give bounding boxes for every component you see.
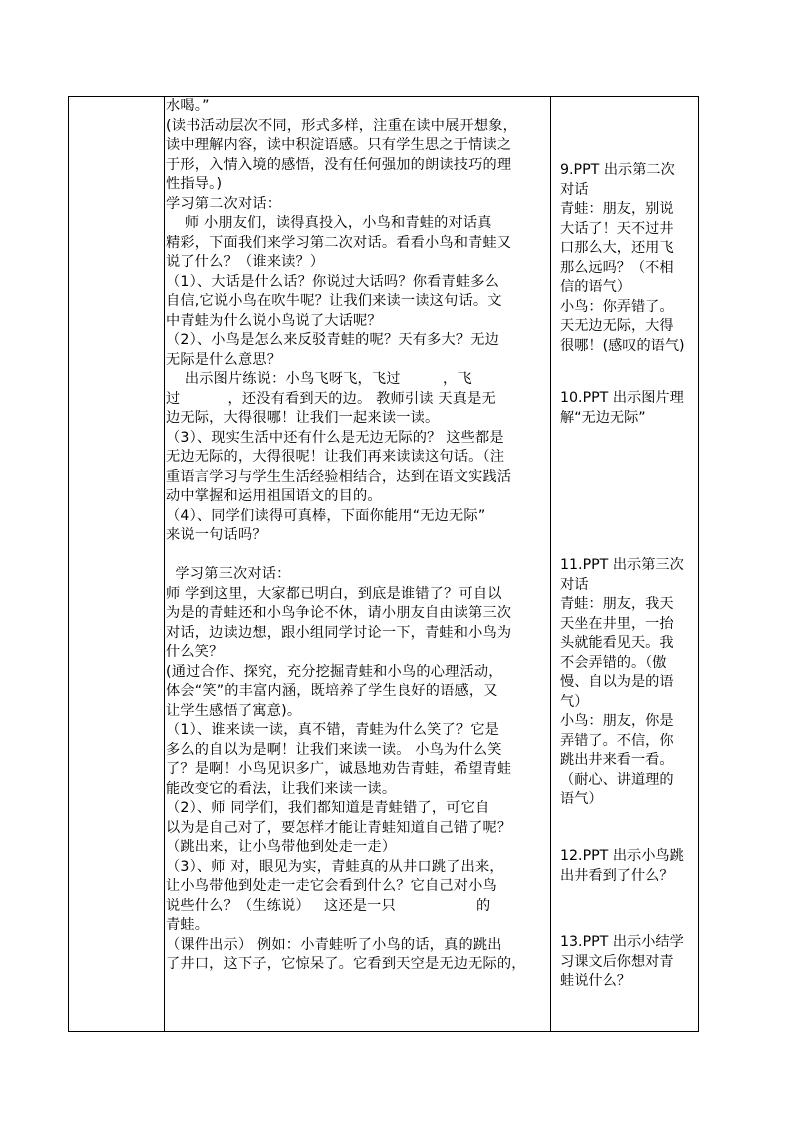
ppt-note-line: 出井看到了什么？ (560, 867, 674, 884)
text-line: 过 ，还没有看到天的边。 教师引读 天真是无 (166, 390, 496, 407)
ppt-note-line: 对话 (560, 181, 589, 198)
text-line: 以为是自己对了，要怎样才能让青蛙知道自己错了呢？ (166, 819, 512, 836)
text-line: 无际是什么意思？ (166, 351, 282, 368)
ppt-note-heading: 11.PPT 出示第三次 (560, 557, 684, 573)
text-line: （课件出示） 例如：小青蛙听了小鸟的话，真的跳出 (166, 936, 502, 953)
column-divider-right (550, 97, 551, 1031)
text-line: 让学生感悟了寓意)。 (166, 702, 302, 719)
text-line: 学习第二次对话： (166, 195, 282, 212)
text-line: 动中掌握和运用祖国语文的目的。 (166, 488, 382, 504)
text-line: 对话，边读边想，跟小组同学讨论一下，青蛙和小鸟为 (166, 624, 512, 641)
text-line: 出示图片练说：小鸟飞呀飞，飞过 ，飞 (166, 371, 472, 387)
ppt-note-heading: 13.PPT 出示小结学 (560, 934, 684, 950)
ppt-note-line: 信的语气） (560, 279, 631, 295)
ppt-note-10 (560, 389, 698, 428)
ppt-note-line: 慢、自以为是的语 (560, 674, 674, 690)
text-line: （3）、师 对，眼见为实，青蛙真的从井口跳了出来， (166, 858, 504, 875)
text-line: 读中理解内容，读中积淀语感。只有学生思之于情读之 (166, 137, 512, 153)
text-line: 能改变它的看法，让我们来读一读。 (166, 780, 397, 797)
ppt-note-heading: 12.PPT 出示小鸟跳 (560, 848, 684, 864)
ppt-note-heading: 10.PPT 出示图片理 (560, 390, 684, 406)
text-line: 精彩，下面我们来学习第二次对话。看看小鸟和青蛙又 (166, 234, 512, 251)
text-line: 师 小朋友们，读得真投入，小鸟和青蛙的对话真 (166, 215, 492, 231)
ppt-note-line: （耐心、讲道理的 (560, 771, 674, 788)
text-line: 无边无际的，大得很呢！让我们再来读读这句话。（注 (166, 449, 505, 465)
text-line: 性指导。) (166, 176, 223, 192)
text-line: （1）、大话是什么话？你说过大话吗？你看青蛙多么 (166, 273, 500, 290)
ppt-note-line: 跳出井来看一看。 (560, 752, 674, 768)
ppt-note-line: 青蛙：朋友，别说 (560, 201, 674, 217)
text-line: 了井口，这下子，它惊呆了。它看到天空是无边无际的， (166, 956, 526, 972)
ppt-note-line: 对话 (560, 576, 589, 593)
text-line: 说了什么？（谁来读？） (166, 254, 325, 270)
ppt-note-line: 语气） (560, 791, 603, 807)
ppt-note-13 (560, 933, 698, 992)
text-line: 了？是啊！小鸟见识多广，诚恳地劝告青蛙，希望青蛙 (166, 761, 512, 777)
ppt-note-line: 小鸟：朋友，你是 (560, 713, 674, 729)
teaching-process-column (164, 97, 549, 975)
ppt-note-line: 青蛙：朋友，我天 (560, 596, 674, 612)
text-line: 来说一句话吗？ (166, 527, 267, 543)
text-line: 多么的自以为是啊！让我们来读一读。 小鸟为什么笑 (166, 741, 502, 758)
text-line: 于形，入情入境的感悟，没有任何强加的朗读技巧的理 (166, 156, 512, 173)
ppt-note-line: 习课文后你想对青 (560, 953, 674, 970)
ppt-note-line: 很哪！(感叹的语气) (560, 337, 685, 354)
ppt-note-line: 不会弄错的。（傲 (560, 654, 667, 671)
ppt-note-line: 小鸟：你弄错了。 (560, 298, 674, 315)
text-line: 水喝。” (166, 98, 210, 114)
text-line: (读书活动层次不同，形式多样，注重在读中展开想象， (166, 117, 518, 134)
text-line: 什么笑？ (166, 644, 224, 660)
ppt-note-line: 大话了！天不过井 (560, 220, 674, 237)
text-line: 重语言学习与学生生活经验相结合，达到在语文实践活 (166, 468, 512, 485)
text-line: 体会“笑”的丰富内涵，既培养了学生良好的语感，又 (166, 683, 498, 699)
ppt-note-line: 弄错了。不信，你 (560, 732, 674, 749)
ppt-note-line: 气） (560, 693, 589, 710)
text-line: （3）、现实生活中还有什么是无边无际的？ 这些都是 (166, 429, 504, 446)
lesson-table (68, 96, 699, 1032)
text-line: （2）、小鸟是怎么来反驳青蛙的呢？天有多大？无边 (166, 332, 500, 348)
text-line: 师 学到这里，大家都已明白，到底是谁错了？可自以 (166, 585, 502, 602)
ppt-note-11 (560, 556, 698, 810)
text-line: （1）、谁来读一读，真不错，青蛙为什么笑了？它是 (166, 722, 500, 738)
text-line: 说些什么？（生练说） 这还是一只 的 (166, 897, 491, 914)
text-line: 学习第三次对话： (166, 566, 291, 582)
text-line: （4）、同学们读得可真棒，下面你能用“无边无际” (166, 507, 486, 524)
ppt-note-line: 天坐在井里，一抬 (560, 615, 674, 632)
text-line: （2）、师 同学们，我们都知道是青蛙错了，可它自 (166, 800, 490, 816)
ppt-note-line: 天无边无际，大得 (560, 318, 674, 334)
text-line: 让小鸟带他到处走一走它会看到什么？它自己对小鸟 (166, 878, 497, 894)
ppt-note-heading: 9.PPT 出示第二次 (560, 162, 675, 178)
text-line: 青蛙。 (166, 917, 210, 933)
ppt-note-line: 头就能看见天。我 (560, 635, 674, 651)
text-line: （跳出来，让小鸟带他到处走一走） (166, 839, 397, 855)
text-line: (通过合作、探究，充分挖掘青蛙和小鸟的心理活动， (166, 663, 503, 680)
ppt-note-9 (560, 161, 698, 356)
text-line: 中青蛙为什么说小鸟说了大话呢？ (166, 312, 382, 329)
ppt-note-line: 口那么大，还用飞 (560, 240, 674, 256)
ppt-note-line: 那么远吗？（不相 (560, 259, 674, 276)
text-line (166, 546, 549, 566)
ppt-note-line: 解“无边无际” (560, 409, 646, 426)
ppt-note-12 (560, 847, 698, 886)
text-line: 自信,它说小鸟在吹牛呢？让我们来读一读这句话。文 (166, 293, 502, 309)
text-line: 边无际，大得很哪！让我们一起来读一读。 (166, 410, 440, 426)
text-line: 为是的青蛙还和小鸟争论不休，请小朋友自由读第三次 (166, 605, 512, 621)
ppt-note-line: 蛙说什么？ (560, 973, 631, 989)
